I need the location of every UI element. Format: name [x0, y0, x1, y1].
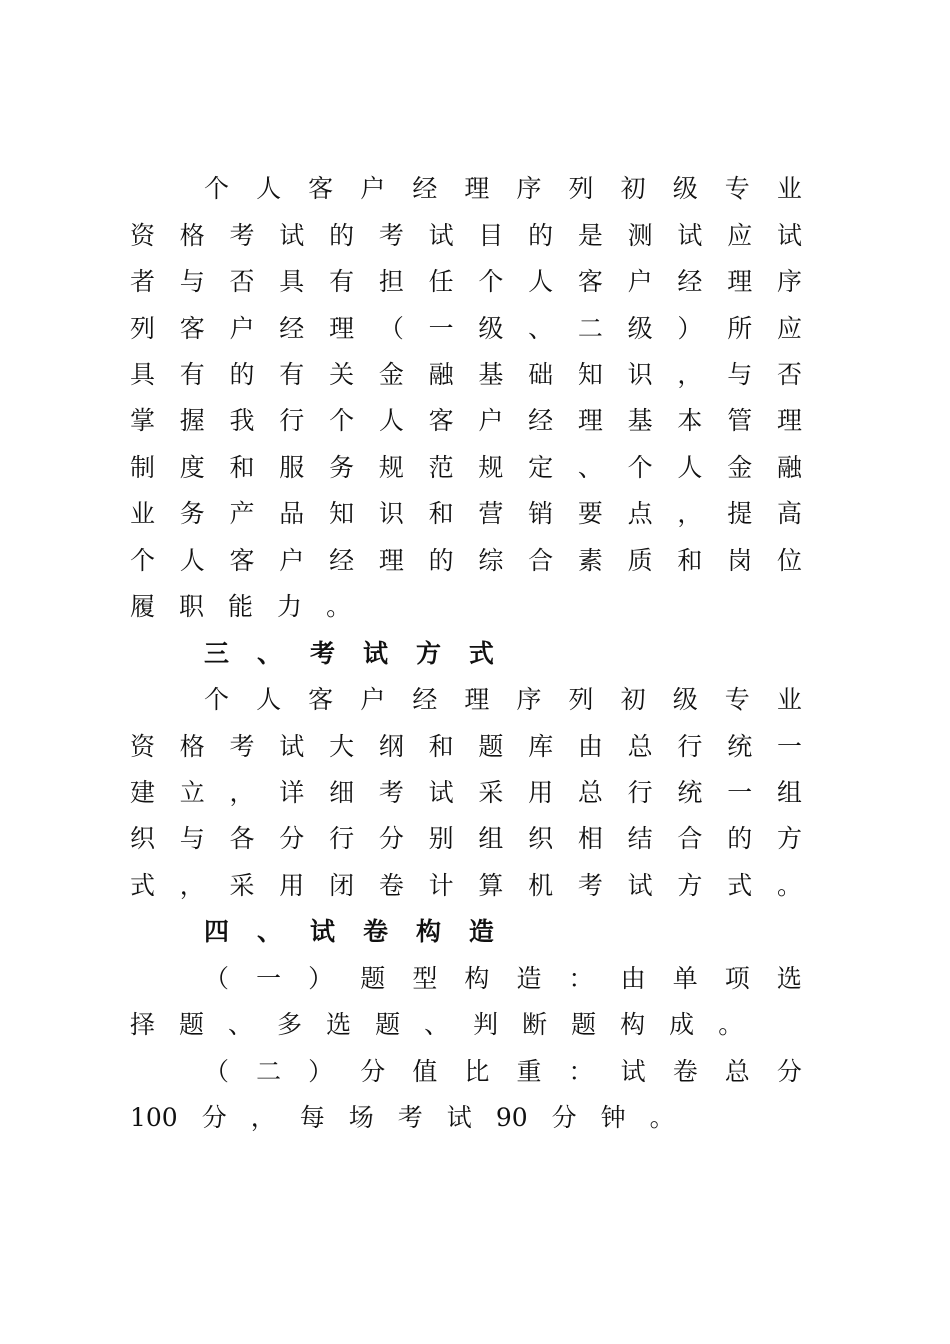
text-line: 列 客 户 经 理 （ 一 级 、 二 级 ） 所 应 — [130, 314, 802, 343]
text-line: 织 与 各 分 行 分 别 组 织 相 结 合 的 方 — [130, 824, 802, 853]
text-line: 资 格 考 试 的 考 试 目 的 是 测 试 应 试 — [130, 221, 802, 250]
text-line: 业 务 产 品 知 识 和 营 销 要 点 ， 提 高 — [130, 499, 802, 528]
text-line: （ 二 ） 分 值 比 重 ： 试 卷 总 分 — [204, 1057, 802, 1086]
text-line: 履 职 能 力 。 — [130, 592, 352, 621]
text-line: 建 立 ， 详 细 考 试 采 用 总 行 统 一 组 — [130, 778, 802, 807]
text-line: 择 题 、 多 选 题 、 判 断 题 构 成 。 — [130, 1010, 744, 1039]
text-line: （ 一 ） 题 型 构 造 ： 由 单 项 选 — [204, 964, 802, 993]
text-line: 个 人 客 户 经 理 序 列 初 级 专 业 — [204, 174, 802, 203]
text-line: 个 人 客 户 经 理 的 综 合 素 质 和 岗 位 — [130, 546, 802, 575]
section-heading: 四 、 试 卷 构 造 — [204, 917, 494, 946]
text-line: 者 与 否 具 有 担 任 个 人 客 户 经 理 序 — [130, 267, 802, 296]
text-line: 个 人 客 户 经 理 序 列 初 级 专 业 — [204, 685, 802, 714]
section-heading: 三 、 考 试 方 式 — [204, 639, 494, 668]
text-line: 具 有 的 有 关 金 融 基 础 知 识 ， 与 否 — [130, 360, 802, 389]
text-line: 掌 握 我 行 个 人 客 户 经 理 基 本 管 理 — [130, 406, 802, 435]
text-line: 资 格 考 试 大 纲 和 题 库 由 总 行 统 一 — [130, 732, 802, 761]
text-line: 式 ， 采 用 闭 卷 计 算 机 考 试 方 式 。 — [130, 871, 802, 900]
text-line: 100 分 ， 每 场 考 试 90 分 钟 。 — [130, 1103, 675, 1132]
text-line: 制 度 和 服 务 规 范 规 定 、 个 人 金 融 — [130, 453, 802, 482]
